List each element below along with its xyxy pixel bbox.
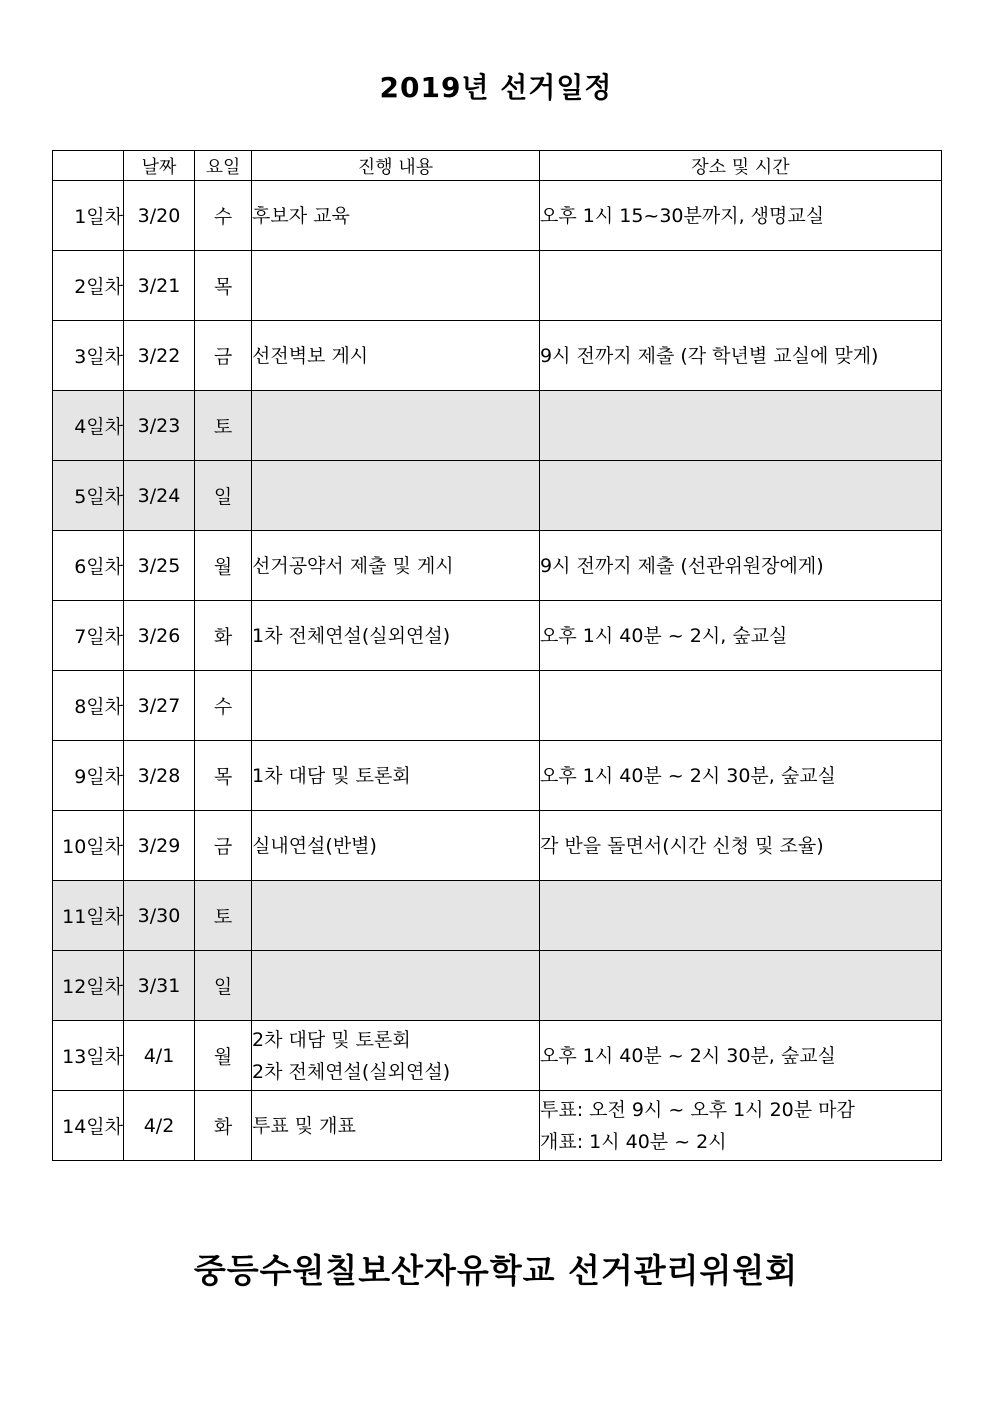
- place-time-cell-line: 오후 1시 40분 ~ 2시, 숲교실: [540, 624, 788, 647]
- day-number-cell: 7일차: [53, 601, 124, 671]
- header-content: 진행 내용: [252, 151, 540, 181]
- content-cell-line: 투표 및 개표: [252, 1114, 356, 1137]
- day-number-cell: 2일차: [53, 251, 124, 321]
- table-header-row: [53, 151, 942, 181]
- content-cell-line: 후보자 교육: [252, 204, 350, 227]
- content-cell: [252, 461, 540, 531]
- content-cell-line: 1차 대담 및 토론회: [252, 764, 411, 787]
- weekday-cell: 금: [195, 321, 252, 391]
- content-cell: [252, 951, 540, 1021]
- place-time-cell-line: 개표: 1시 40분 ~ 2시: [540, 1130, 727, 1153]
- day-number-cell: 11일차: [53, 881, 124, 951]
- place-time-cell: [540, 181, 942, 251]
- day-number-cell: 5일차: [53, 461, 124, 531]
- date-cell: 3/24: [124, 461, 195, 531]
- date-cell: 3/27: [124, 671, 195, 741]
- weekday-cell: 목: [195, 741, 252, 811]
- weekday-cell: 월: [195, 1021, 252, 1091]
- weekday-cell: 월: [195, 531, 252, 601]
- content-cell: [252, 251, 540, 321]
- table-row: [53, 1021, 942, 1091]
- place-time-cell: [540, 251, 942, 321]
- content-cell-line: 실내연설(반별): [252, 834, 377, 857]
- date-cell: 4/1: [124, 1021, 195, 1091]
- day-number-cell: 8일차: [53, 671, 124, 741]
- table-row: [53, 671, 942, 741]
- content-cell: [252, 601, 540, 671]
- date-cell: 3/25: [124, 531, 195, 601]
- weekday-cell: 화: [195, 601, 252, 671]
- day-number-cell: 9일차: [53, 741, 124, 811]
- weekday-cell: 목: [195, 251, 252, 321]
- date-cell: 3/22: [124, 321, 195, 391]
- place-time-cell: [540, 811, 942, 881]
- place-time-cell: [540, 1021, 942, 1091]
- date-cell: 3/29: [124, 811, 195, 881]
- content-cell: [252, 391, 540, 461]
- table-row: [53, 321, 942, 391]
- day-number-cell: 14일차: [53, 1091, 124, 1161]
- content-cell: [252, 321, 540, 391]
- table-row: [53, 181, 942, 251]
- table-row: [53, 251, 942, 321]
- place-time-cell-line: 오후 1시 40분 ~ 2시 30분, 숲교실: [540, 764, 836, 787]
- content-cell-line: 선거공약서 제출 및 게시: [252, 554, 454, 577]
- table-row: [53, 741, 942, 811]
- weekday-cell: 수: [195, 671, 252, 741]
- date-cell: 3/20: [124, 181, 195, 251]
- place-time-cell: [540, 881, 942, 951]
- content-cell: [252, 741, 540, 811]
- day-number-cell: 13일차: [53, 1021, 124, 1091]
- schedule-table: [52, 150, 942, 1161]
- weekday-cell: 화: [195, 1091, 252, 1161]
- content-cell: [252, 881, 540, 951]
- content-cell: [252, 181, 540, 251]
- table-row: [53, 461, 942, 531]
- place-time-cell: [540, 951, 942, 1021]
- organization-footer: 중등수원칠보산자유학교 선거관리위원회: [193, 1251, 799, 1290]
- content-cell: [252, 531, 540, 601]
- content-cell-line: 선전벽보 게시: [252, 344, 369, 367]
- place-time-cell: [540, 601, 942, 671]
- place-time-cell: [540, 671, 942, 741]
- place-time-cell-line: 오후 1시 15~30분까지, 생명교실: [540, 204, 825, 227]
- table-row: [53, 391, 942, 461]
- content-cell-line: 2차 대담 및 토론회: [252, 1028, 411, 1051]
- day-number-cell: 12일차: [53, 951, 124, 1021]
- content-cell: [252, 1091, 540, 1161]
- weekday-cell: 수: [195, 181, 252, 251]
- place-time-cell-line: 투표: 오전 9시 ~ 오후 1시 20분 마감: [540, 1098, 855, 1121]
- place-time-cell: [540, 741, 942, 811]
- header-date: 날짜: [124, 151, 195, 181]
- weekday-cell: 토: [195, 391, 252, 461]
- date-cell: 3/23: [124, 391, 195, 461]
- table-row: [53, 531, 942, 601]
- day-number-cell: 3일차: [53, 321, 124, 391]
- content-cell-line: 1차 전체연설(실외연설): [252, 624, 451, 647]
- weekday-cell: 일: [195, 951, 252, 1021]
- weekday-cell: 일: [195, 461, 252, 531]
- weekday-cell: 금: [195, 811, 252, 881]
- date-cell: 4/2: [124, 1091, 195, 1161]
- place-time-cell: [540, 461, 942, 531]
- place-time-cell: [540, 391, 942, 461]
- date-cell: 3/28: [124, 741, 195, 811]
- content-cell: [252, 671, 540, 741]
- place-time-cell-line: 오후 1시 40분 ~ 2시 30분, 숲교실: [540, 1044, 836, 1067]
- date-cell: 3/31: [124, 951, 195, 1021]
- place-time-cell: [540, 1091, 942, 1161]
- table-row: [53, 951, 942, 1021]
- content-cell-line: 2차 전체연설(실외연설): [252, 1060, 451, 1083]
- date-cell: 3/30: [124, 881, 195, 951]
- schedule-body: [53, 181, 942, 1161]
- content-cell: [252, 811, 540, 881]
- day-number-cell: 10일차: [53, 811, 124, 881]
- table-row: [53, 601, 942, 671]
- content-cell: [252, 1021, 540, 1091]
- place-time-cell-line: 각 반을 돌면서(시간 신청 및 조율): [540, 834, 824, 857]
- table-row: [53, 811, 942, 881]
- weekday-cell: 토: [195, 881, 252, 951]
- table-row: [53, 1091, 942, 1161]
- table-row: [53, 881, 942, 951]
- date-cell: 3/21: [124, 251, 195, 321]
- place-time-cell-line: 9시 전까지 제출 (선관위원장에게): [540, 554, 824, 577]
- place-time-cell-line: 9시 전까지 제출 (각 학년별 교실에 맞게): [540, 344, 879, 367]
- header-day-number: [53, 151, 124, 181]
- day-number-cell: 6일차: [53, 531, 124, 601]
- day-number-cell: 4일차: [53, 391, 124, 461]
- header-weekday: 요일: [195, 151, 252, 181]
- header-place-time: 장소 및 시간: [540, 151, 942, 181]
- day-number-cell: 1일차: [53, 181, 124, 251]
- place-time-cell: [540, 321, 942, 391]
- date-cell: 3/26: [124, 601, 195, 671]
- place-time-cell: [540, 531, 942, 601]
- page-title: 2019년 선거일정: [379, 71, 613, 104]
